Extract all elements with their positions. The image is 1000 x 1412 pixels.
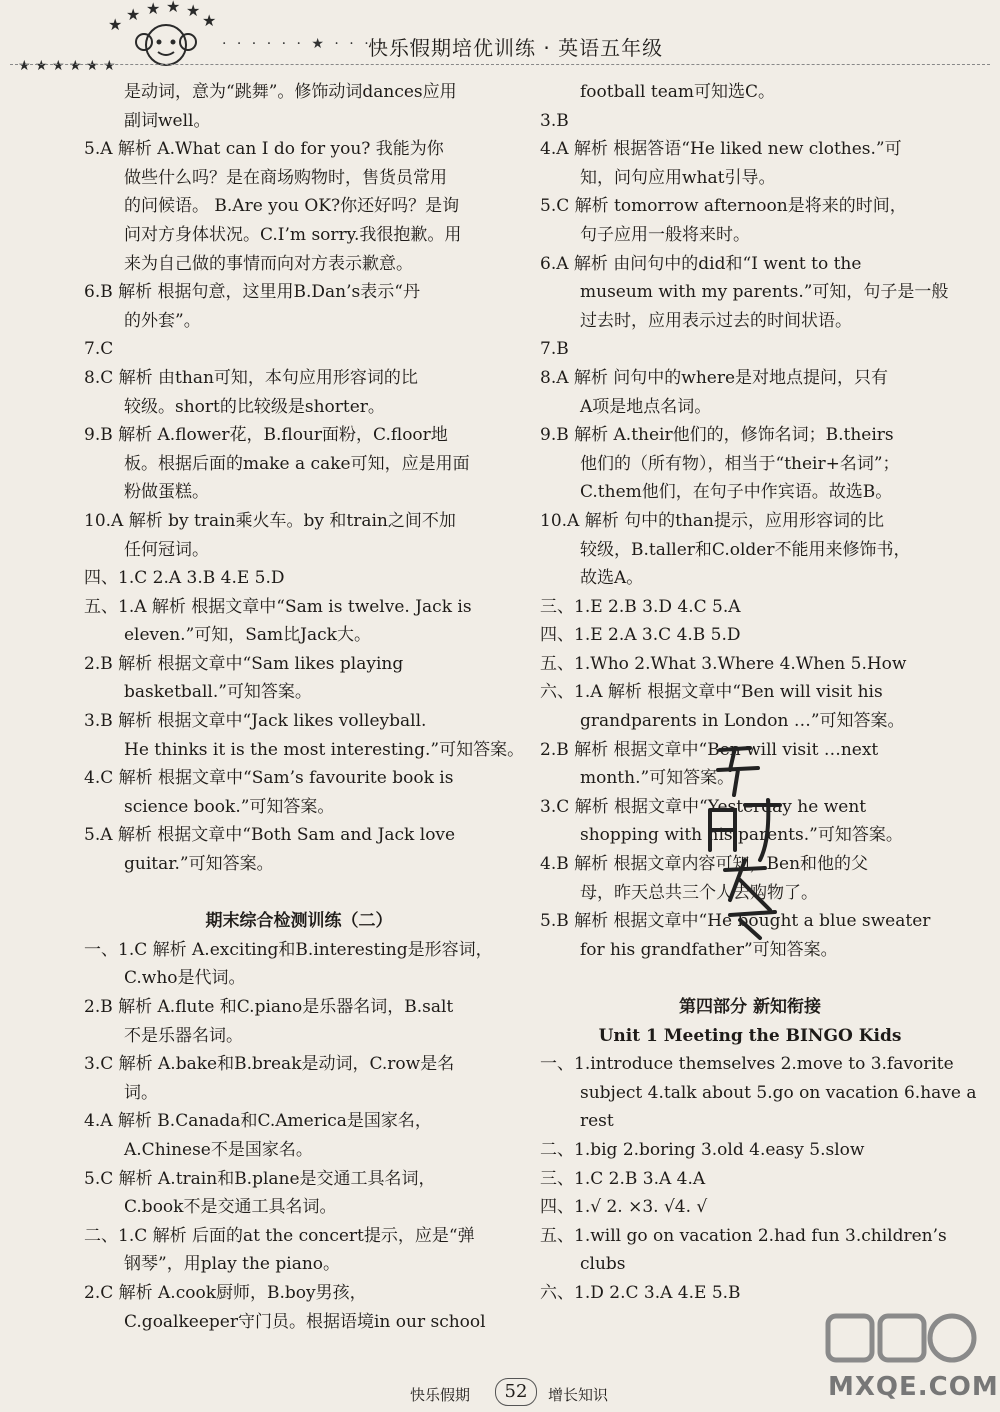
svg-text:★: ★ bbox=[146, 0, 161, 18]
answer-line: science book.”可知答案。 bbox=[124, 796, 335, 817]
answer-line: 来为自己做的事情而向对方表示歉意。 bbox=[124, 253, 413, 274]
header-divider bbox=[10, 64, 990, 66]
answer-line: 4.C 解析 根据文章中“Sam’s favourite book is bbox=[84, 768, 454, 789]
answer-line: 二、1.C 解析 后面的at the concert提示，应是“弹 bbox=[84, 1225, 475, 1246]
footer-left-label: 快乐假期 bbox=[410, 1386, 471, 1404]
answer-line: 问对方身体状况。C.I’m sorry.我很抱歉。用 bbox=[124, 224, 462, 245]
svg-text:★: ★ bbox=[126, 5, 141, 24]
answer-line: 知，问句应用what引导。 bbox=[580, 167, 776, 188]
answer-line: 2.C 解析 A.cook厨师，B.boy男孩， bbox=[84, 1282, 367, 1303]
answer-line: 二、1.big 2.boring 3.old 4.easy 5.slow bbox=[540, 1139, 865, 1160]
answer-line: 母，昨天总共三个人去购物了。 bbox=[580, 882, 818, 903]
answer-line: 2.B 解析 根据文章中“Ben will visit …next bbox=[540, 739, 879, 760]
answer-line: 是动词，意为“跳舞”。修饰动词dances应用 bbox=[124, 82, 457, 102]
answer-line: 粉做蛋糕。 bbox=[124, 482, 209, 503]
answer-line: 一、1.C 解析 A.exciting和B.interesting是形容词， bbox=[84, 939, 493, 960]
answer-line: 六、1.A 解析 根据文章中“Ben will visit his bbox=[540, 682, 883, 703]
page-header bbox=[0, 0, 1000, 75]
answer-line: guitar.”可知答案。 bbox=[124, 854, 274, 875]
answer-line: museum with my parents.”可知，句子是一般 bbox=[580, 282, 949, 303]
answer-line: 3.C 解析 根据文章中“Yesterday he went bbox=[540, 796, 867, 817]
answer-line: 5.B 解析 根据文章中“He bought a blue sweater bbox=[540, 911, 931, 932]
answer-line: 句子应用一般将来时。 bbox=[580, 224, 750, 245]
answer-line: 3.C 解析 A.bake和B.break是动词，C.row是名 bbox=[84, 1054, 455, 1075]
answer-line: shopping with his parents.”可知答案。 bbox=[580, 825, 903, 846]
answer-line: rest bbox=[580, 1111, 614, 1132]
answer-line bbox=[84, 879, 514, 908]
answer-line: basketball.”可知答案。 bbox=[124, 682, 312, 703]
answer-line: 四、1.E 2.A 3.C 4.B 5.D bbox=[540, 625, 741, 646]
answer-line: 5.A 解析 根据文章中“Both Sam and Jack love bbox=[84, 825, 456, 846]
answer-line: 7.B bbox=[540, 339, 569, 360]
answer-line: 9.B 解析 A.their他们的，修饰名词；B.theirs bbox=[540, 425, 894, 446]
right-column bbox=[540, 78, 977, 1308]
answer-line: 7.C bbox=[84, 339, 114, 360]
answer-line: grandparents in London …”可知答案。 bbox=[580, 711, 905, 732]
answer-line: 词。 bbox=[124, 1082, 158, 1103]
section-title: Unit 1 Meeting the BINGO Kids bbox=[598, 1025, 902, 1046]
answer-line: subject 4.talk about 5.go on vacation 6.have a bbox=[580, 1082, 977, 1103]
handwriting-scribble bbox=[690, 740, 800, 940]
answer-line: 他们的（所有物），相当于“their+名词”； bbox=[580, 453, 900, 474]
watermark-text: MXQE.COM bbox=[828, 1372, 999, 1402]
answer-line: month.”可知答案。 bbox=[580, 768, 735, 789]
answer-line: C.who是代词。 bbox=[124, 968, 246, 989]
svg-text:★: ★ bbox=[186, 1, 201, 20]
answer-line: 四、1.√ 2. ×3. √4. √ bbox=[540, 1197, 708, 1218]
left-column bbox=[84, 78, 525, 1336]
svg-text:★: ★ bbox=[202, 11, 217, 30]
answer-line: 3.B bbox=[540, 110, 569, 131]
answer-line: 副词well。 bbox=[124, 110, 211, 131]
answer-line: 较级。short的比较级是shorter。 bbox=[124, 396, 385, 417]
answer-line: 任何冠词。 bbox=[124, 539, 209, 560]
answer-line: 过去时，应用表示过去的时间状语。 bbox=[580, 310, 852, 331]
answer-line: clubs bbox=[580, 1254, 626, 1275]
answer-line: 8.A 解析 问句中的where是对地点提问，只有 bbox=[540, 367, 889, 388]
answer-line: C.them他们，在句子中作宾语。故选B。 bbox=[580, 482, 893, 503]
answer-line: 4.A 解析 B.Canada和C.America是国家名， bbox=[84, 1111, 432, 1132]
answer-line: 10.A 解析 by train乘火车。by 和train之间不加 bbox=[84, 510, 456, 531]
svg-text:★ ★ ★ ★ ★ ★: ★ ★ ★ ★ ★ ★ bbox=[18, 58, 116, 72]
answer-line: 2.B 解析 根据文章中“Sam likes playing bbox=[84, 653, 404, 674]
answer-line: 5.C 解析 A.train和B.plane是交通工具名词， bbox=[84, 1168, 436, 1189]
answer-line: 四、1.C 2.A 3.B 4.E 5.D bbox=[84, 568, 285, 589]
answer-line: 五、1.A 解析 根据文章中“Sam is twelve. Jack is bbox=[84, 596, 472, 617]
answer-line: 10.A 解析 句中的than提示，应用形容词的比 bbox=[540, 510, 884, 531]
answer-line: A.Chinese不是国家名。 bbox=[124, 1139, 313, 1160]
answer-line: 的问候语。 B.Are you OK?你还好吗？是询 bbox=[124, 196, 460, 217]
answer-line: eleven.”可知，Sam比Jack大。 bbox=[124, 625, 371, 646]
answer-line: 五、1.will go on vacation 2.had fun 3.children’s bbox=[540, 1225, 947, 1246]
answer-line bbox=[540, 964, 960, 993]
answer-line: C.goalkeeper守门员。根据语境in our school bbox=[124, 1311, 486, 1332]
answer-line: 一、1.introduce themselves 2.move to 3.favorite bbox=[540, 1054, 954, 1075]
answer-line: 6.A 解析 由问句中的did和“I went to the bbox=[540, 253, 862, 274]
footer-right-label: 增长知识 bbox=[548, 1386, 609, 1404]
answer-line: 六、1.D 2.C 3.A 4.E 5.B bbox=[540, 1282, 741, 1303]
answer-line: 钢琴”，用play the piano。 bbox=[124, 1254, 341, 1275]
header-title: 快乐假期培优训练 · 英语五年级 bbox=[368, 36, 664, 60]
answer-line: 9.B 解析 A.flower花，B.flour面粉，C.floor地 bbox=[84, 425, 448, 446]
answer-line: 3.B 解析 根据文章中“Jack likes volleyball. bbox=[84, 711, 427, 732]
section-title: 第四部分 新知衔接 bbox=[679, 997, 821, 1017]
svg-text:★: ★ bbox=[108, 15, 123, 34]
answer-line: 8.C 解析 由than可知，本句应用形容词的比 bbox=[84, 367, 418, 388]
section-title: 期末综合检测训练（二） bbox=[205, 911, 393, 932]
answer-line: A项是地点名词。 bbox=[580, 396, 712, 417]
answer-line: C.book不是交通工具名词。 bbox=[124, 1197, 337, 1218]
answer-line: 2.B 解析 A.flute 和C.piano是乐器名词，B.salt bbox=[84, 997, 454, 1017]
answer-line: 6.B 解析 根据句意，这里用B.Dan’s表示“丹 bbox=[84, 282, 420, 303]
answer-line: 五、1.Who 2.What 3.Where 4.When 5.How bbox=[540, 653, 907, 674]
page-number: 52 bbox=[495, 1378, 537, 1406]
answer-line: 5.A 解析 A.What can I do for you? 我能为你 bbox=[84, 139, 444, 160]
answer-line: football team可知选C。 bbox=[580, 82, 776, 102]
answer-line: 不是乐器名词。 bbox=[124, 1025, 243, 1046]
monkey-star-decoration-icon bbox=[8, 0, 228, 72]
answer-line: 故选A。 bbox=[580, 568, 644, 589]
answer-line: 的外套”。 bbox=[124, 310, 201, 331]
answer-line: 4.A 解析 根据答语“He liked new clothes.”可 bbox=[540, 139, 902, 160]
answer-line: 5.C 解析 tomorrow afternoon是将来的时间， bbox=[540, 196, 907, 217]
answer-line: 做些什么吗？是在商场购物时，售货员常用 bbox=[124, 167, 447, 188]
answer-line: 4.B 解析 根据文章内容可知，Ben和他的父 bbox=[540, 854, 869, 875]
answer-line: He thinks it is the most interesting.”可知答案。 bbox=[124, 739, 525, 760]
answer-line: 三、1.E 2.B 3.D 4.C 5.A bbox=[540, 596, 741, 617]
answer-line: 板。根据后面的make a cake可知，应是用面 bbox=[124, 453, 470, 474]
answer-line: for his grandfather”可知答案。 bbox=[580, 939, 838, 960]
svg-text:★: ★ bbox=[166, 0, 181, 16]
header-dots: · · · · · · ★ · · · · · · bbox=[222, 36, 417, 52]
answer-line: 三、1.C 2.B 3.A 4.A bbox=[540, 1168, 706, 1189]
answer-line: 较级，B.taller和C.older不能用来修饰书， bbox=[580, 539, 911, 560]
